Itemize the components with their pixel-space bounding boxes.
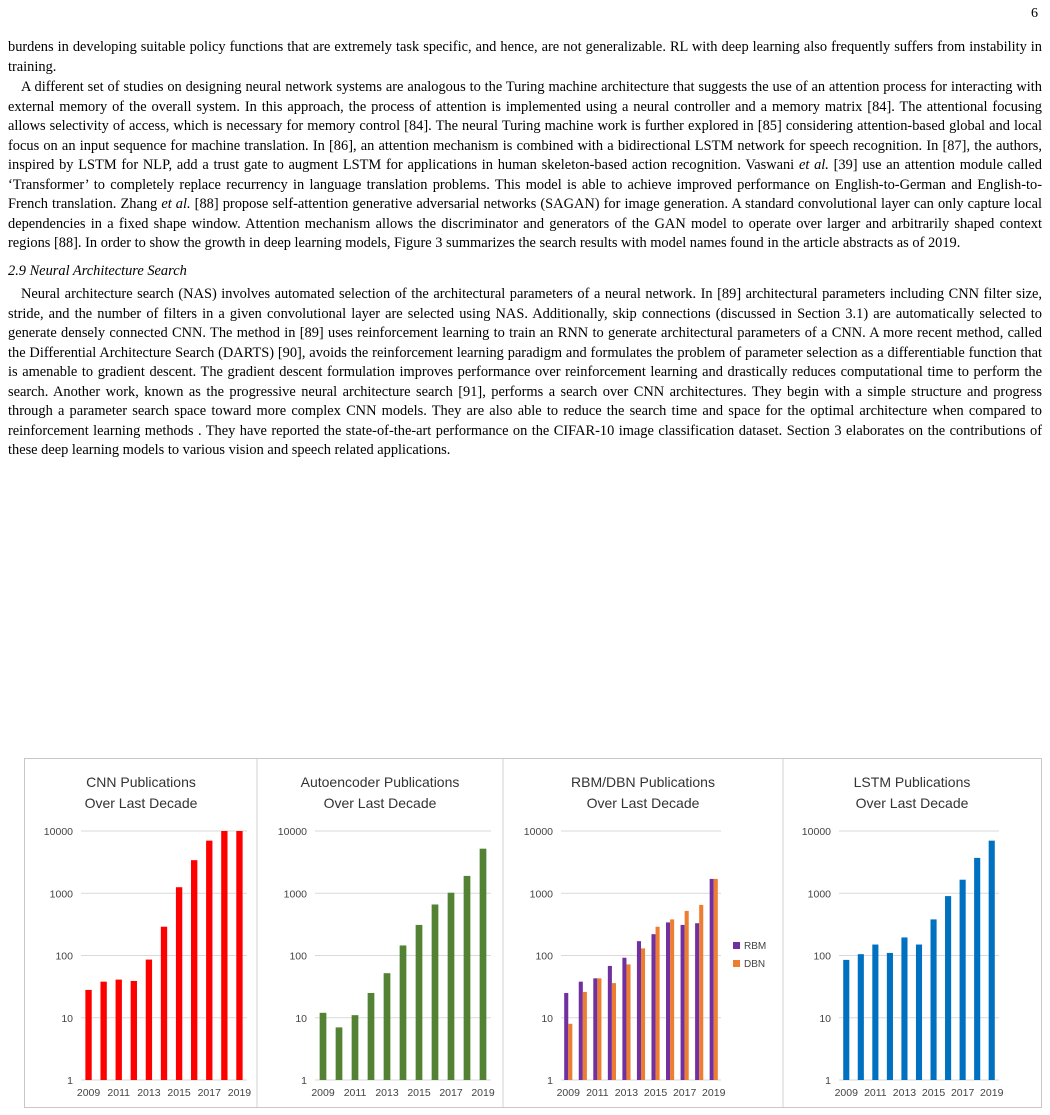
bar [622,958,626,1080]
bar [612,983,616,1080]
bar [685,911,689,1080]
y-tick-label: 10000 [523,826,553,838]
x-tick-label: 2009 [311,1087,335,1099]
paragraph-continuation: burdens in developing suitable policy functions that are extremely task specific, and hence, are not generalizable. RL with deep learning also frequently suffers from instability in training. [8,39,1042,75]
y-tick-label: 100 [535,950,553,963]
y-tick-label: 100 [289,950,307,963]
x-tick-label: 2015 [921,1087,946,1099]
x-tick-label: 2011 [864,1087,887,1099]
bar [464,876,471,1080]
chart-title: Over Last Decade [586,795,700,811]
bar [176,887,182,1080]
bar [608,966,612,1080]
chart-title: CNN Publications [86,774,196,790]
x-tick-label: 2013 [614,1087,639,1099]
figure-3-charts [25,759,1041,1107]
bar [930,919,936,1080]
x-tick-label: 2013 [137,1087,161,1099]
y-tick-label: 1000 [807,888,831,901]
bar [583,992,587,1080]
x-tick-label: 2019 [702,1087,726,1099]
bar [714,879,718,1080]
bar [656,927,660,1080]
y-tick-label: 10 [61,1012,73,1025]
bar [651,934,655,1080]
bar [191,860,197,1080]
bar [146,960,152,1080]
x-tick-label: 2017 [950,1087,975,1099]
y-tick-label: 1000 [49,888,73,901]
bar [681,925,685,1080]
x-tick-label: 2009 [834,1087,858,1099]
chart-title: Over Last Decade [323,795,437,811]
x-tick-label: 2011 [586,1087,609,1099]
legend-swatch [733,942,740,949]
bar [480,849,487,1080]
y-tick-label: 100 [55,950,73,963]
chart-title: RBM/DBN Publications [571,774,715,790]
chart-title: Autoencoder Publications [300,774,460,790]
x-tick-label: 2019 [227,1087,252,1099]
bar [637,941,641,1080]
x-tick-label: 2013 [375,1087,399,1099]
y-tick-label: 1 [67,1075,73,1087]
bar [100,982,106,1080]
y-tick-label: 1000 [529,888,553,901]
bar [699,905,703,1080]
x-tick-label: 2011 [343,1087,367,1099]
paragraph-nas: Neural architecture search (NAS) involves automated selection of the architectural parameters of a neural network. In [89] architectural parameters including CNN filter size, stride, and the number of filters in a given convolutional layer are selected using NAS. Additionally, skip connections (discussed in Section 3.1) are automatically selected to generate densely connected CNN. The method in [89] uses reinforcement learning to train an RNN to generate architectural parameters of a CNN. A more recent method, called the Differential Architecture Search (DARTS) [90], avoids the reinforcement learning paradigm and formulates the problem of parameter selection as a differentiable function that is amenable to gradient descent. The gradient descent formulation improves performance over reinforcement learning and drastically reduces computational time to perform the search. Another work, known as the progressive neural architecture search [91], performs a search over CNN architectures. They begin with a simple structure and progress through a parameter search space toward more complex CNN models. They are also able to reduce the search time and space for the optimal architecture when compared to reinforcement learning methods . They have reported the state-of-the-art performance on the CIFAR-10 image classification dataset. Section 3 elaborates on the contributions of these deep learning models to various vision and speech related applications. [8,286,1042,458]
bar [432,904,439,1080]
x-tick-label: 2015 [167,1087,191,1099]
y-tick-label: 100 [813,950,831,963]
x-tick-label: 2017 [672,1087,697,1099]
bar [368,993,375,1080]
y-tick-label: 10 [541,1012,553,1025]
y-tick-label: 10000 [801,826,831,838]
bar [568,1024,572,1080]
chart-title: LSTM Publications [853,774,971,790]
x-tick-label: 2009 [76,1087,101,1099]
y-tick-label: 10000 [43,826,73,838]
x-tick-label: 2013 [892,1087,917,1099]
bar [400,945,407,1080]
legend-label: DBN [744,959,766,970]
bar [593,978,597,1080]
bar [666,922,670,1080]
y-tick-label: 1 [301,1075,307,1087]
bar [626,964,630,1080]
bar [206,841,212,1080]
bar [872,945,878,1080]
bar [384,973,391,1080]
bar [843,960,849,1080]
bar [887,953,893,1080]
bar [221,831,227,1080]
chart-title: Over Last Decade [855,795,969,811]
figure-3 [24,758,1042,1108]
bar [320,1013,327,1080]
bar [116,980,122,1080]
legend-label: RBM [744,941,767,952]
chart-title: Over Last Decade [84,795,198,811]
bar [336,1027,343,1080]
y-tick-label: 1 [547,1075,553,1087]
x-tick-label: 2015 [643,1087,668,1099]
x-tick-label: 2017 [439,1087,463,1099]
bar [597,978,601,1080]
bar [641,948,645,1080]
body-text [8,38,1042,462]
bar [416,925,423,1080]
bar [448,893,455,1080]
paragraph-attention: A different set of studies on designing neural network systems are analogous to the Turing machine architecture that suggests the use of an attention process for interacting with external memory of the overall system. In this approach, the process of attention is implemented using a neural controller and a memory matrix [84]. The attentional focusing allows selectivity of access, which is necessary for memory control [84]. The neural Turing machine work is further explored in [85] considering attention-based global and local focus on an input sequence for machine translation. In [86], an attention mechanism is combined with a bidirectional LSTM network for speech recognition. In [87], the authors, inspired by LSTM for NLP, add a trust gate to augment LSTM for applications in human skeleton-based action recognition. Vaswani et al. [39] use an attention module called ‘Transformer’ to completely replace recurrency in language translation problems. This model is able to achieve improved performance on English-to-German and English-to-French translation. Zhang et al. [88] propose self-attention generative adversarial networks (SAGAN) for image generation. A standard convolutional layer can only capture local dependencies in a fixed shape window. Attention mechanism allows the discriminator and generators of the GAN model to operate over larger and arbitrarily shaped context regions [88]. In order to show the growth in deep learning models, Figure 3 summarizes the search results with model names found in the article abstracts as of 2019. [8,79,1042,251]
bar [901,937,907,1080]
bar [945,896,951,1080]
y-tick-label: 10 [295,1012,307,1025]
bar [670,919,674,1080]
x-tick-label: 2011 [107,1087,131,1099]
bar [579,982,583,1080]
bar [710,879,714,1080]
x-tick-label: 2017 [197,1087,221,1099]
bar [564,993,568,1080]
bar [695,923,699,1080]
bar [85,990,91,1080]
bar [916,945,922,1080]
legend-swatch [733,960,740,967]
bar [974,858,980,1080]
y-tick-label: 1000 [283,888,307,901]
page-number: 6 [1031,6,1038,21]
x-tick-label: 2015 [407,1087,431,1099]
section-heading: 2.9 Neural Architecture Search [8,262,187,279]
x-tick-label: 2019 [980,1087,1004,1099]
bar [352,1015,359,1080]
y-tick-label: 10 [819,1012,831,1025]
bar [131,981,137,1080]
bar [858,954,864,1080]
bar [236,831,242,1080]
bar [989,841,995,1080]
y-tick-label: 10000 [277,826,307,838]
x-tick-label: 2019 [471,1087,495,1099]
y-tick-label: 1 [825,1075,831,1087]
bar [161,927,167,1080]
bar [960,880,966,1080]
x-tick-label: 2009 [556,1087,580,1099]
